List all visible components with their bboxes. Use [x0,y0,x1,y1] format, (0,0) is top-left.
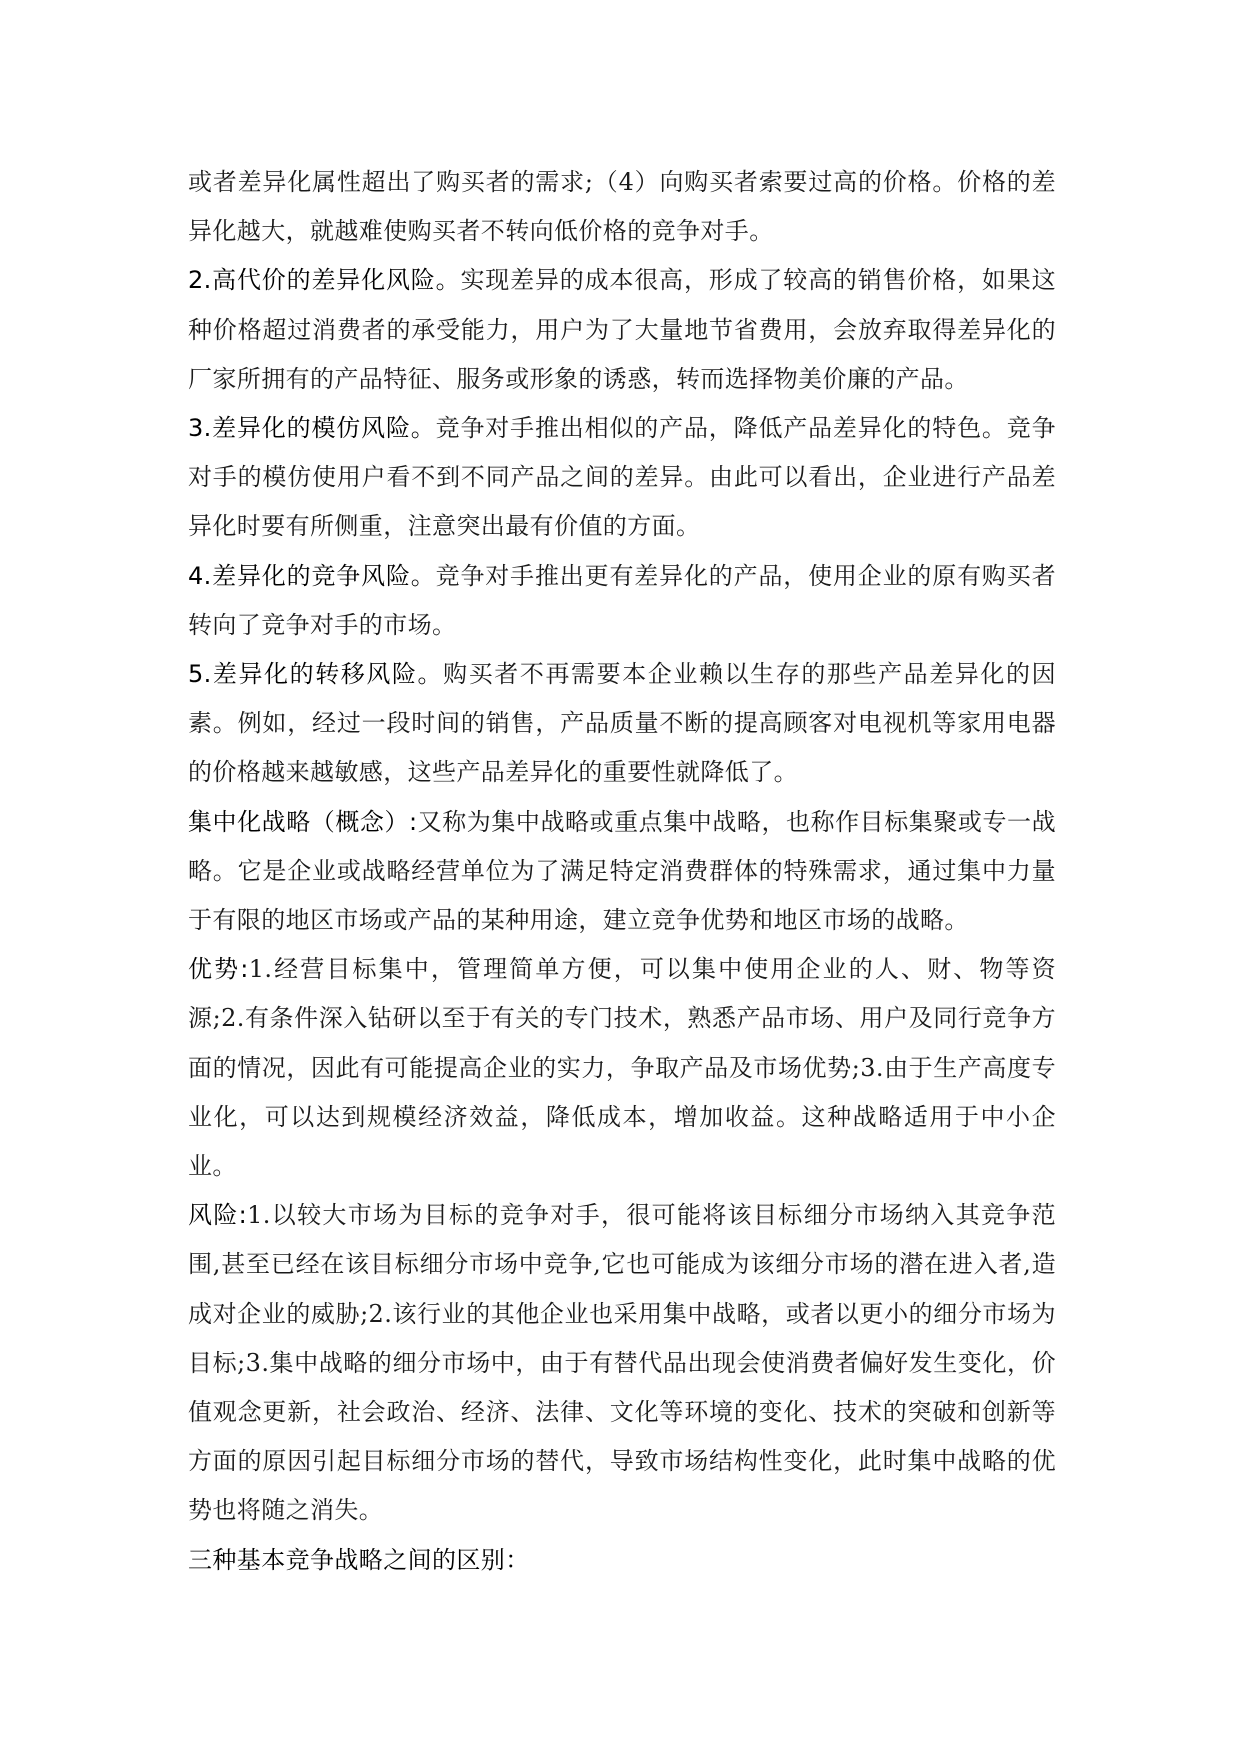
paragraph-body: 1.经营目标集中，管理简单方便，可以集中使用企业的人、财、物等资源;2.有条件深入钻研以至于有关的专门技术，熟悉产品市场、用户及同行竞争方面的情况，因此有可能提高企业的实力，争取产品及市场优势;3.由于生产高度专业化，可以达到规模经济效益，降低成本，增加收益。这种战略适用于中小企业。 [188,955,1056,1181]
document-page [188,158,1056,1585]
paragraph-three-strategies-difference [188,1536,1056,1585]
paragraph-body: 实现差异的成本很高，形成了较高的销售价格，如果这种价格超过消费者的承受能力，用户为了大量地节省费用，会放弃取得差异化的厂家所拥有的产品特征、服务或形象的诱惑，转而选择物美价廉的产品。 [188,266,1056,393]
paragraph-lead: 5.差异化的转移风险。 [188,660,444,689]
paragraph-body: 或者差异化属性超出了购买者的需求;（4）向购买者索要过高的价格。价格的差异化越大，就越难使购买者不转向低价格的竞争对手。 [188,168,1056,246]
paragraph-focus-advantages [188,945,1056,1191]
paragraph-lead: 2.高代价的差异化风险。 [188,266,461,295]
paragraph-focus-risks [188,1191,1056,1535]
paragraph-competition-risk [188,552,1056,650]
paragraph-lead: 优势: [188,955,249,984]
paragraph-differentiation-overshoot [188,158,1056,256]
paragraph-transfer-risk [188,650,1056,798]
paragraph-focus-strategy-concept [188,798,1056,946]
paragraph-body: 竞争对手推出相似的产品，降低产品差异化的特色。竞争对手的模仿使用户看不到不同产品之间的差异。由此可以看出，企业进行产品差异化时要有所侧重，注意突出最有价值的方面。 [188,414,1056,541]
paragraph-body: 购买者不再需要本企业赖以生存的那些产品差异化的因素。例如，经过一段时间的销售，产品质量不断的提高顾客对电视机等家用电器的价格越来越敏感，这些产品差异化的重要性就降低了。 [188,660,1056,787]
paragraph-body: 竞争对手推出更有差异化的产品，使用企业的原有购买者转向了竞争对手的市场。 [188,561,1056,639]
paragraph-lead: 集中化战略（概念）: [188,807,418,836]
paragraph-body: 又称为集中战略或重点集中战略，也称作目标集聚或专一战略。它是企业或战略经营单位为了满足特定消费群体的特殊需求，通过集中力量于有限的地区市场或产品的某种用途，建立竞争优势和地区市场的战略。 [188,807,1056,935]
paragraph-imitation-risk [188,404,1056,552]
paragraph-lead: 3.差异化的模仿风险。 [188,414,436,443]
paragraph-high-cost-risk [188,256,1056,404]
paragraph-lead: 4.差异化的竞争风险。 [188,561,436,590]
paragraph-lead: 三种基本竞争战略之间的区别： [188,1545,530,1574]
paragraph-body: 1.以较大市场为目标的竞争对手，很可能将该目标细分市场纳入其竞争范围,甚至已经在该目标细分市场中竞争,它也可能成为该细分市场的潜在进入者,造成对企业的威胁;2.该行业的其他企业也采用集中战略，或者以更小的细分市场为目标;3.集中战略的细分市场中，由于有替代品出现会使消费者偏好发生变化，价值观念更新，社会政治、经济、法律、文化等环境的变化、技术的突破和创新等方面的原因引起目标细分市场的替代，导致市场结构性变化，此时集中战略的优势也将随之消失。 [188,1201,1056,1525]
paragraph-lead: 风险: [188,1201,248,1230]
